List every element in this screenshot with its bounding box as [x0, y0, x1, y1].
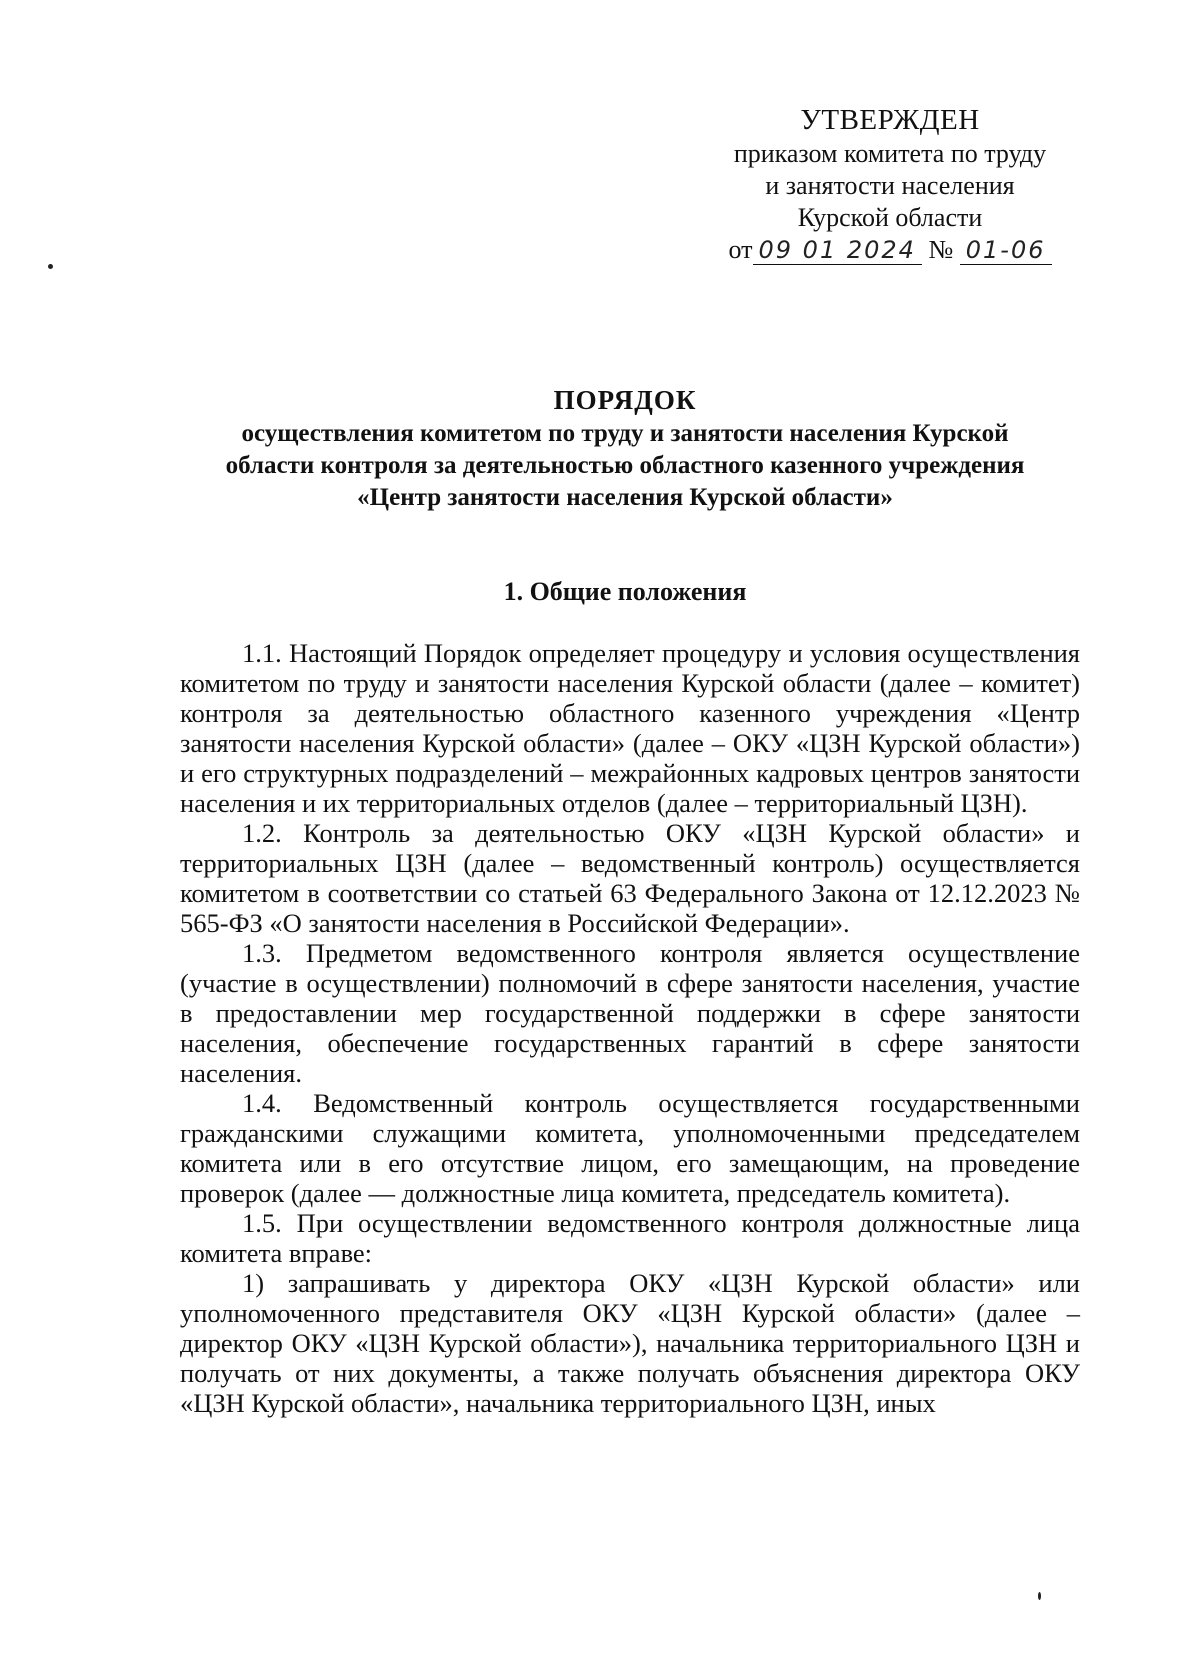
approval-line: и занятости населения: [765, 171, 1015, 200]
section-heading: 1. Общие положения: [503, 577, 747, 606]
approval-line: Курской области: [797, 203, 983, 232]
title-line: области контроля за деятельностью областного казенного учреждения: [225, 452, 1025, 479]
approval-date-line: [728, 234, 1051, 266]
approval-heading: УТВЕРЖДЕН: [800, 104, 980, 136]
stray-mark: [48, 264, 53, 269]
paragraph-1-5-item-1: 1) запрашивать у директора ОКУ «ЦЗН Курской области» или уполномоченного представителя ОКУ «ЦЗН Курской области» (далее – директор ОКУ «ЦЗН Курской области»), начальника территориального ЦЗН и получать от них документы, а также получать объяснения директора ОКУ «ЦЗН Курской области», начальника территориального ЦЗН, иных: [180, 1268, 1080, 1418]
paragraph-1-2: 1.2. Контроль за деятельностью ОКУ «ЦЗН Курской области» и территориальных ЦЗН (далее – ведомственный контроль) осуществляется комитетом в соответствии со статьей 63 Федерального Закона от 12.12.2023 № 565-ФЗ «О занятости населения в Российской Федерации».: [180, 818, 1080, 938]
document-body: [180, 638, 1080, 1418]
paragraph-1-1: 1.1. Настоящий Порядок определяет процедуру и условия осуществления комитетом по труду и занятости населения Курской области (далее – комитет) контроля за деятельностью областного казенного учреждения «Центр занятости населения Курской области» (далее – ОКУ «ЦЗН Курской области») и его структурных подразделений – межрайонных кадровых центров занятости населения и их территориальных отделов (далее – территориальный ЦЗН).: [180, 638, 1080, 818]
title-line: «Центр занятости населения Курской области»: [357, 484, 893, 511]
approval-line: приказом комитета по труду: [733, 139, 1047, 168]
stray-mark: [1038, 1592, 1041, 1600]
paragraph-1-5: 1.5. При осуществлении ведомственного контроля должностные лица комитета вправе:: [180, 1208, 1080, 1268]
handwritten-number: 01-06: [960, 236, 1052, 265]
document-title-block: [130, 384, 1120, 514]
title-line: осуществления комитетом по труду и занятости населения Курской: [241, 420, 1009, 447]
document-title: ПОРЯДОК: [553, 385, 697, 415]
date-prefix: от: [728, 235, 753, 264]
approval-block: [690, 104, 1090, 266]
paragraph-1-4: 1.4. Ведомственный контроль осуществляется государственными гражданскими служащими комитета, уполномоченными председателем комитета или в его отсутствие лицом, его замещающим, на проведение проверок (далее — должностные лица комитета, председатель комитета).: [180, 1088, 1080, 1208]
paragraph-1-3: 1.3. Предметом ведомственного контроля является осуществление (участие в осуществлении) полномочий в сфере занятости населения, участие в предоставлении мер государственной поддержки в сфере занятости населения, обеспечение государственных гарантий в сфере занятости населения.: [180, 938, 1080, 1088]
number-sign: №: [928, 235, 954, 264]
handwritten-date: 09 01 2024: [753, 236, 922, 265]
